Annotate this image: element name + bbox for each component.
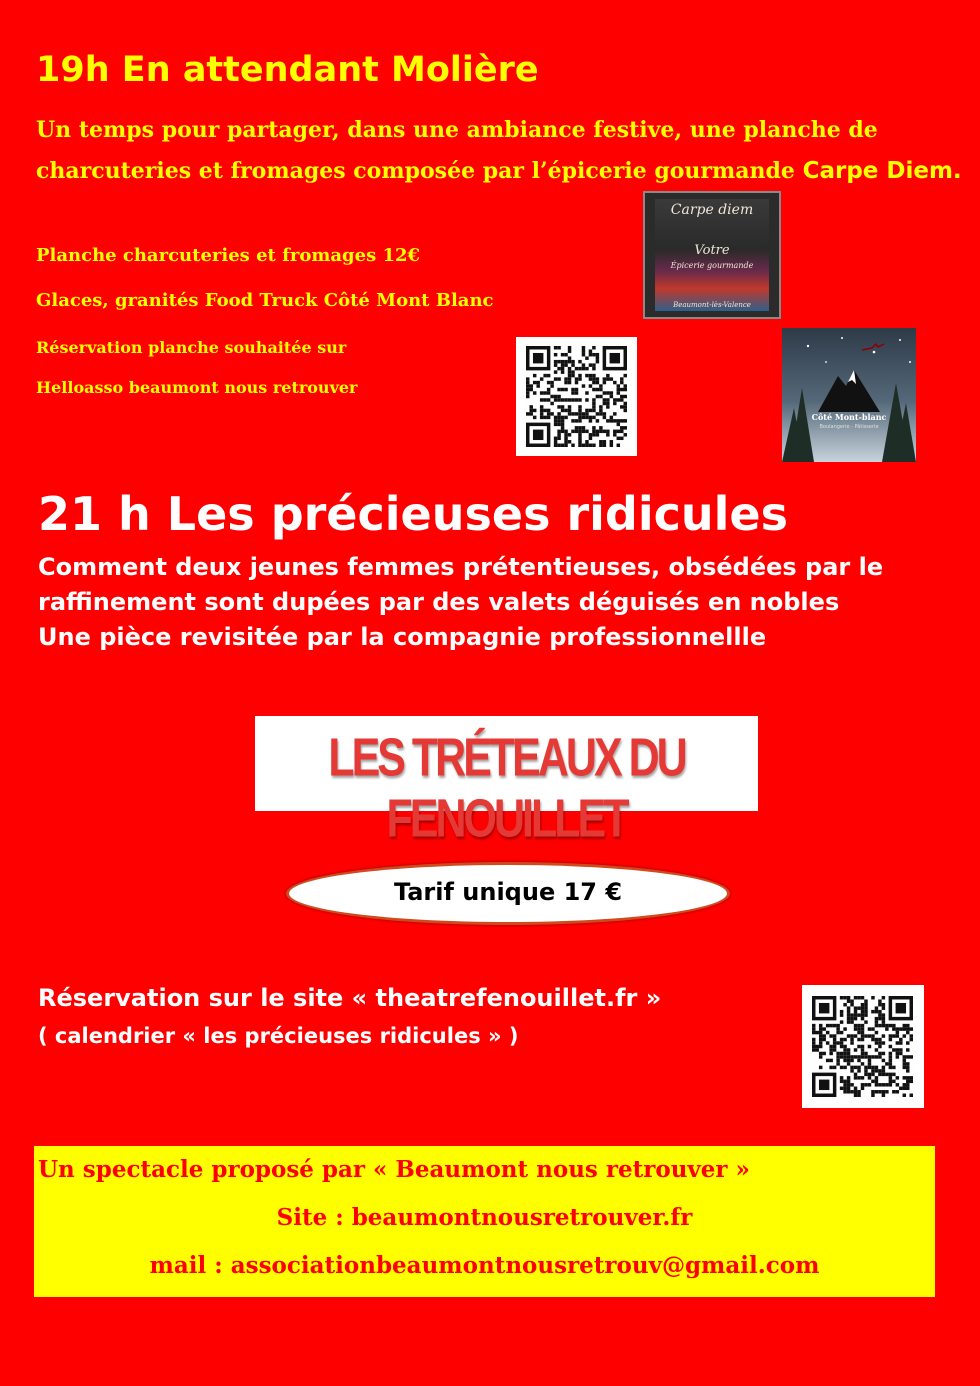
cote-mont-blanc-logo	[782, 328, 916, 462]
event1-intro	[36, 110, 966, 192]
carpe-diem-logo	[643, 191, 781, 319]
helloasso-line: Helloasso beaumont nous retrouver	[36, 378, 358, 397]
carpe-diem-tagline: Épicerie gourmande	[670, 261, 754, 270]
organizer-footer	[34, 1146, 935, 1297]
helloasso-qr-code[interactable]	[516, 337, 637, 456]
event2-title: 21 h Les précieuses ridicules	[38, 487, 788, 541]
theatre-qr-code[interactable]	[802, 985, 924, 1108]
mountain-icon	[782, 328, 916, 462]
event2-description-block	[38, 550, 938, 655]
carpe-diem-votre: Votre	[694, 243, 730, 258]
calendar-note: ( calendrier « les précieuses ridicules » )	[38, 1024, 519, 1048]
cote-mont-blanc-subtitle: Boulangerie - Pâtisserie	[819, 424, 879, 430]
company-banner	[255, 716, 758, 849]
event1-intro-text: Un temps pour partager, dans une ambiance festive, une planche de charcuteries et fromages composée par l’épicerie gourmande	[36, 117, 878, 184]
carpe-diem-name: Carpe diem	[670, 202, 754, 218]
event1-title: 19h En attendant Molière	[36, 50, 539, 90]
event2-revisited: Une pièce revisitée par la compagnie professionnellle	[38, 623, 767, 651]
organizer-site[interactable]: Site : beaumontnousretrouver.fr	[276, 1204, 693, 1231]
carpe-diem-highlight: Carpe Diem.	[802, 158, 962, 184]
company-banner-text: LES TRÉTEAUX DU FENOUILLET	[328, 727, 685, 849]
carpe-diem-city: Beaumont-lès-Valence	[673, 301, 751, 309]
food-truck-line: Glaces, granités Food Truck Côté Mont Blanc	[36, 290, 494, 311]
planche-price: Planche charcuteries et fromages 12€	[36, 245, 421, 266]
qr-code-icon	[812, 996, 913, 1097]
price-ellipse	[286, 862, 730, 925]
organizer-line: Un spectacle proposé par « Beaumont nous retrouver »	[38, 1156, 750, 1183]
qr-code-icon	[526, 346, 627, 447]
planche-reservation: Réservation planche souhaitée sur	[36, 338, 347, 357]
event2-description: Comment deux jeunes femmes prétentieuses, obsédées par le raffinement sont dupées par des valets déguisés en nobles	[38, 553, 884, 616]
cote-mont-blanc-name: Côté Mont-blanc	[811, 412, 887, 422]
organizer-mail[interactable]: mail : associationbeaumontnousretrouv@gmail.com	[149, 1252, 820, 1279]
carpe-diem-artwork	[655, 199, 769, 311]
price-text: Tarif unique 17 €	[393, 878, 623, 906]
theatre-reservation: Réservation sur le site « theatrefenouillet.fr »	[38, 984, 662, 1012]
